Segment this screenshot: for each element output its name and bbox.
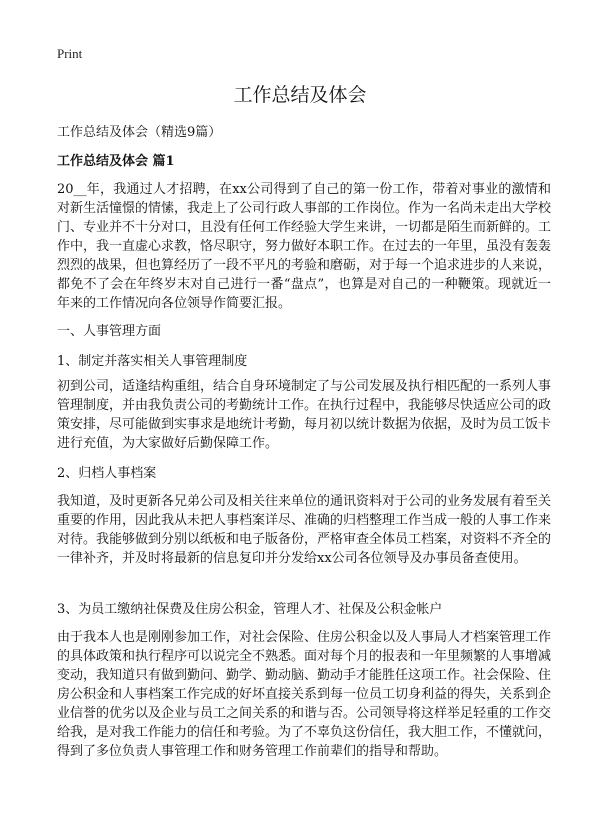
print-link[interactable]: Print [57,46,83,61]
heading-management-rules: 1、制定并落实相关人事管理制度 [57,354,248,369]
section-title: 工作总结及体会 篇1 [57,154,175,169]
paragraph-archive-records: 我知道，及时更新各兄弟公司及相关往来单位的通讯资料对于公司的业务发展有着至关重要的作用，因此我从未把人事档案详尽、准确的归档整理工作当成一般的人事工作来对待。我能够做到分别以纸板和电子版备份，严格审查全体员工档案，对资料不齐全的一律补齐，并及时将最新的信息复印并分发给xx公司各位领导及办事员备查使用。 [57,494,552,566]
paragraph-management-rules: 初到公司，适逢结构重组，结合自身环境制定了与公司发展及执行相匹配的一系列人事管理制度，并由我负责公司的考勤统计工作。在执行过程中，我能够尽快适应公司的政策安排，尽可能做到实事求是地统计考勤，每月初以统计数据为依据，及时为员工饭卡进行充值，为大家做好后勤保障工作。 [57,379,552,451]
page-title: 工作总结及体会 [233,84,367,106]
heading-archive-records: 2、归档人事档案 [57,466,157,481]
paragraph-social-security: 由于我本人也是刚刚参加工作，对社会保险、住房公积金以及人事局人才档案管理工作的具体政策和执行程序可以说完全不熟悉。面对每个月的报表和一年里频繁的人事增减变动，我知道只有做到勤问、勤学、勤动脑、勤动手才能胜任这项工作。社会保险、住房公积金和人事档案工作完成的好坏直接关系到每一位员工切身利益的得失，关系到企业信誉的优劣以及企业与员工之间关系的和谐与否。公司领导将这样举足轻重的工作交给我，是对我工作能力的信任和考验。为了不辜负这份信任，我大胆工作，不懂就问，得到了多位负责人事管理工作和财务管理工作前辈们的指导和帮助。 [57,630,552,759]
intro-paragraph: 20__年，我通过人才招聘，在xx公司得到了自己的第一份工作，带着对事业的激情和对新生活憧憬的情愫，我走上了公司行政人事部的工作岗位。作为一名尚未走出大学校门、专业并不十分对口，且没有任何工作经验大学生来讲，一切都是陌生而新鲜的。工作中，我一直虚心求教，恪尽职守，努力做好本职工作。在过去的一年里，虽没有轰轰烈烈的战果，但也算经历了一段不平凡的考验和磨砺，对于每一个追求进步的人来说，都免不了会在年终岁末对自己进行一番“盘点”，也算是对自己的一种鞭策。现就近一年来的工作情况向各位领导作简要汇报。 [57,182,552,311]
document-subtitle: 工作总结及体会（精选9篇） [57,125,222,140]
heading-personnel-management: 一、人事管理方面 [57,324,162,339]
heading-social-security: 3、为员工缴纳社保费及住房公积金，管理人才、社保及公积金帐户 [57,602,443,617]
